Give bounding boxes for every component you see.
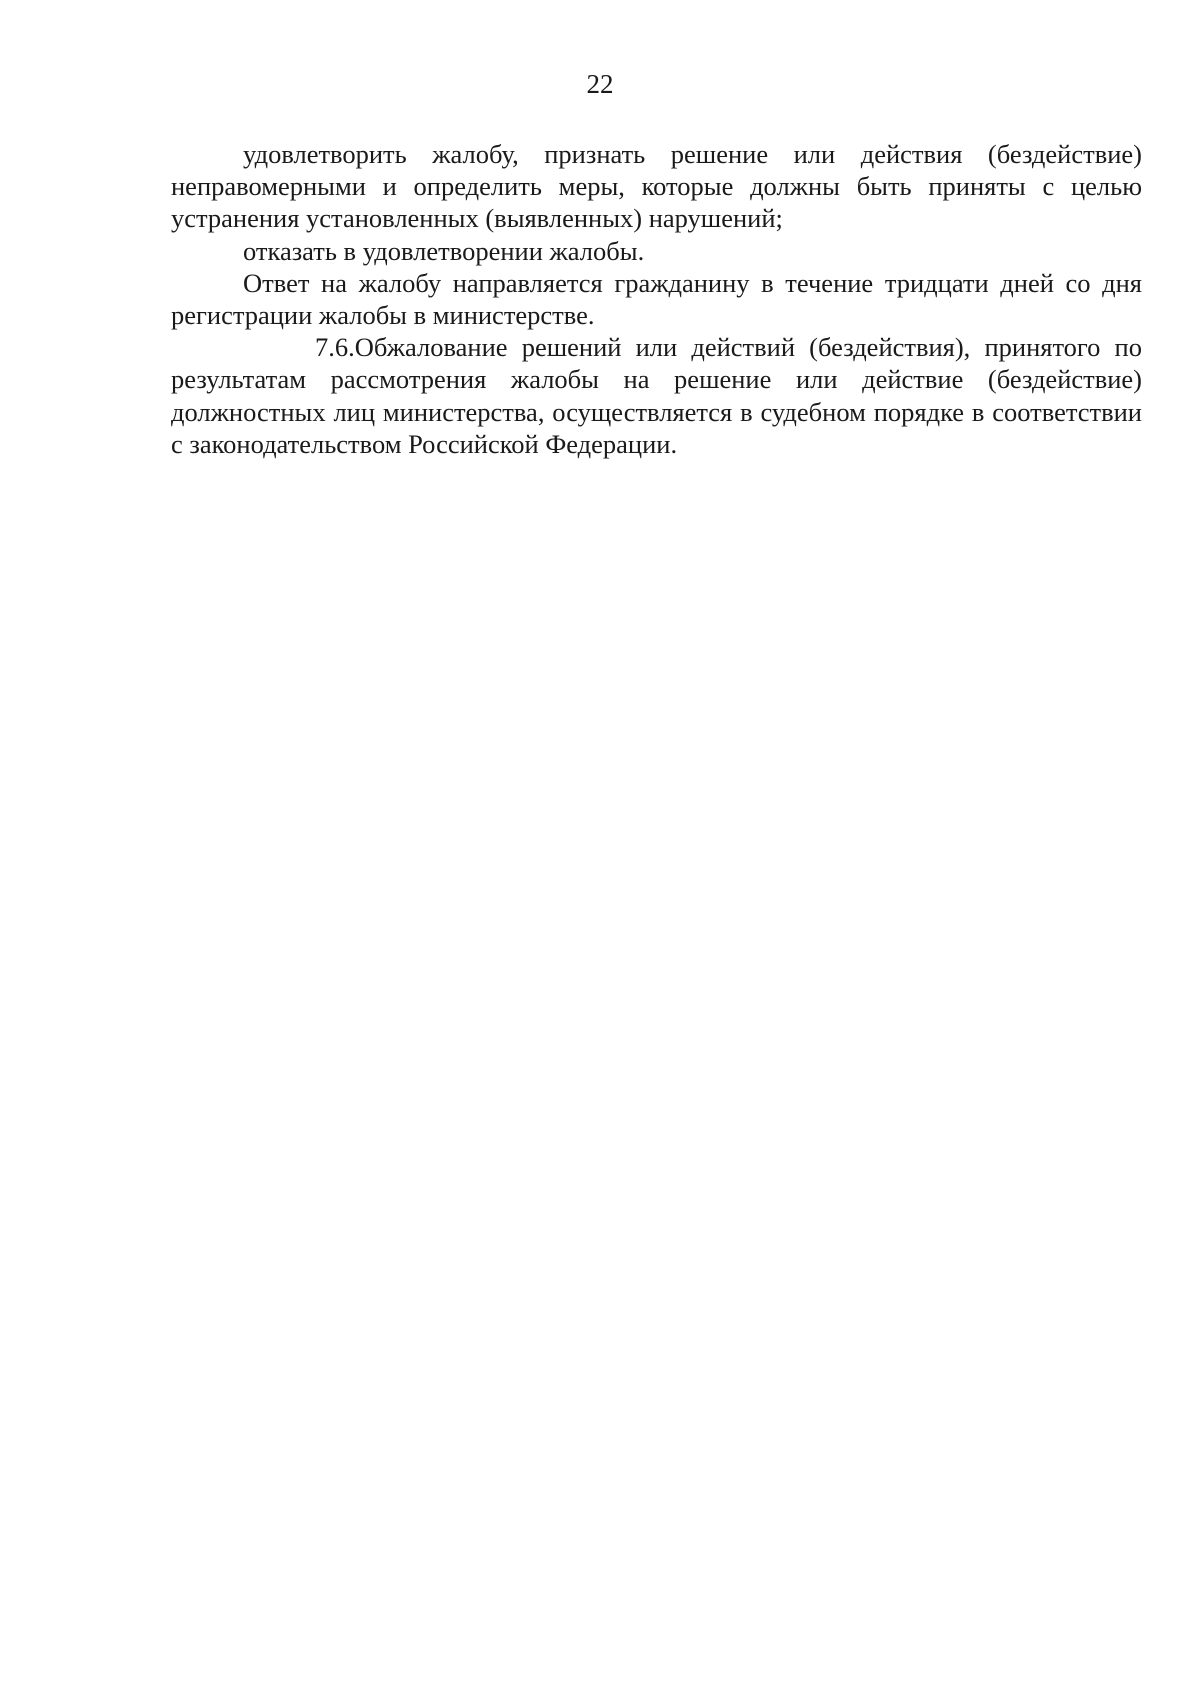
section-number: 7.6.	[315, 332, 355, 363]
document-body	[171, 138, 1142, 460]
page-number: 22	[586, 69, 614, 99]
section-text: Обжалование решений или действий (бездействия), принятого по результатам рассмотрения жалобы на решение или действие (бездействие) должностных лиц министерства, осуществляется в судебном порядке в соответствии с законодательством Российской Федерации.	[171, 332, 1142, 459]
paragraph-response-deadline: Ответ на жалобу направляется гражданину в течение тридцати дней со дня регистрации жалобы в министерстве.	[171, 267, 1142, 331]
paragraph-satisfy-complaint: удовлетворить жалобу, признать решение или действия (бездействие) неправомерными и определить меры, которые должны быть приняты с целью устранения установленных (выявленных) нарушений;	[171, 139, 1142, 234]
paragraph-refuse-complaint: отказать в удовлетворении жалобы.	[243, 235, 645, 266]
paragraph-section-7-6	[171, 331, 1142, 460]
